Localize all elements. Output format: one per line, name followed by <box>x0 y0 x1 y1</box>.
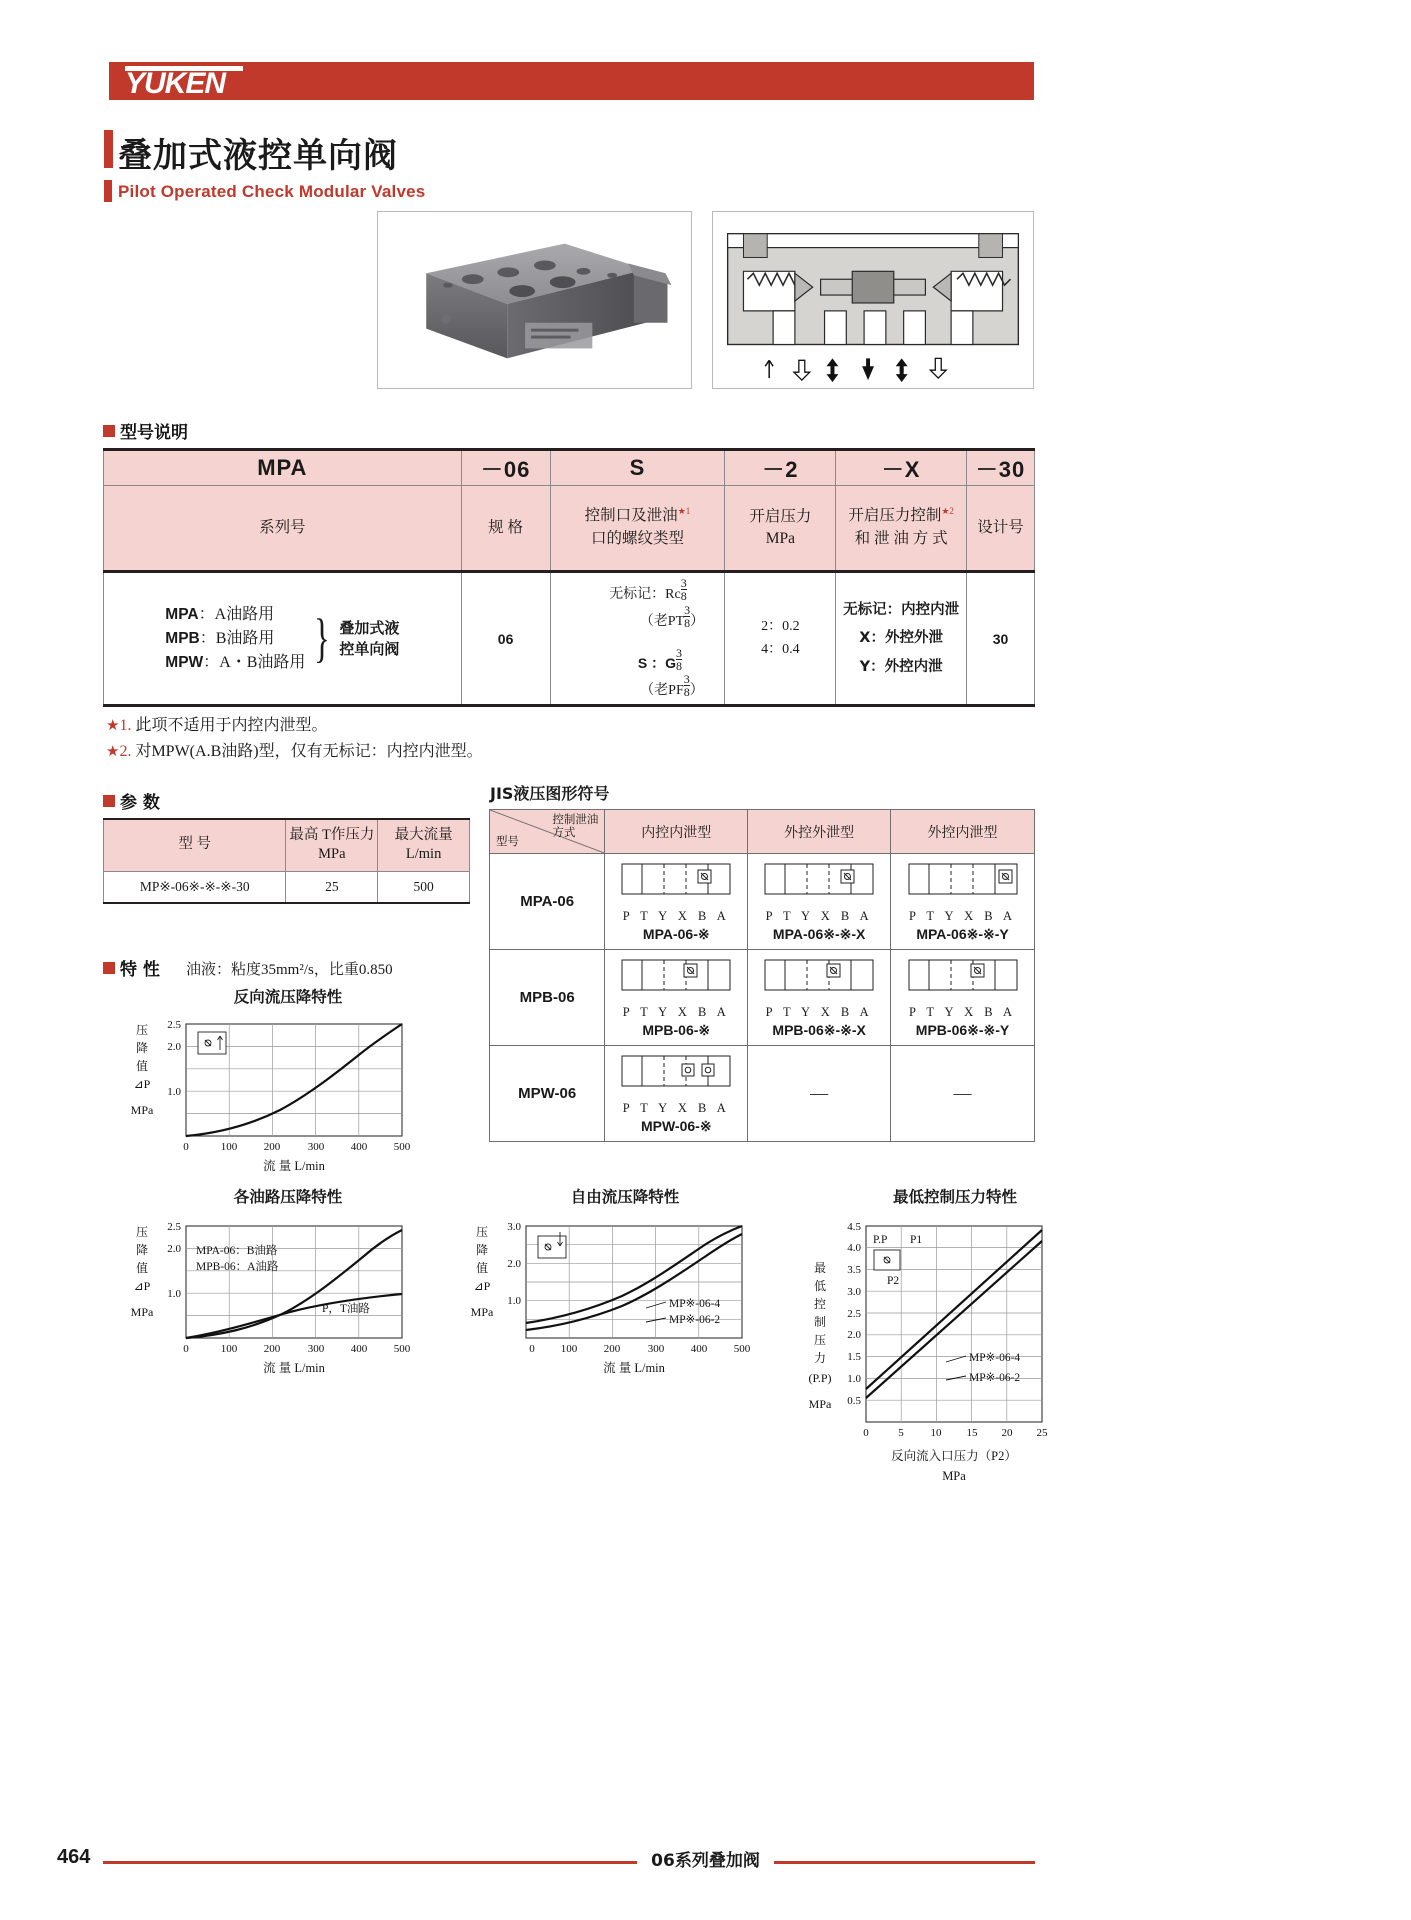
code-cell-size: －06 <box>461 450 550 486</box>
svg-text:2.0: 2.0 <box>167 1243 181 1255</box>
svg-text:4.5: 4.5 <box>847 1221 861 1233</box>
jis-row-mpw <box>490 1046 1035 1142</box>
svg-text:4.0: 4.0 <box>847 1242 861 1254</box>
jis-model-code: MPW-06-※ <box>640 1118 712 1134</box>
svg-text:MPa: MPa <box>808 1397 832 1411</box>
chart-title-per-line: 各油路压降特性 <box>233 1188 343 1206</box>
chart-annotation: P.P <box>873 1234 888 1246</box>
svg-text:MPa: MPa <box>130 1103 154 1117</box>
svg-text:1.0: 1.0 <box>507 1295 521 1307</box>
options-cell-control <box>836 572 967 706</box>
svg-text:压: 压 <box>475 1225 489 1239</box>
brand-bar <box>109 62 1034 100</box>
footnote-text: 此项不适用于内控内泄型。 <box>135 717 328 734</box>
svg-text:100: 100 <box>220 1343 238 1355</box>
valve-photo-illustration <box>378 212 691 388</box>
svg-text:1.0: 1.0 <box>167 1288 181 1300</box>
svg-text:力: 力 <box>813 1351 827 1365</box>
section-marker-icon <box>103 425 115 437</box>
footnotes-block <box>106 713 483 765</box>
pressure-option: 2：0.2 <box>761 619 800 635</box>
page-title-cn: 叠加式液控单向阀 <box>118 136 398 176</box>
svg-text:400: 400 <box>350 1141 368 1153</box>
chart-svg <box>110 1212 470 1387</box>
chart-annotation: MPA-06：B油路 <box>196 1245 278 1257</box>
page-number: 464 <box>57 1846 91 1868</box>
jis-row-mpb <box>490 950 1035 1046</box>
jis-symbol-cell <box>748 950 891 1046</box>
svg-text:0.5: 0.5 <box>847 1395 861 1407</box>
control-option: 无标记：内控内泄 <box>843 601 960 618</box>
chart-title-free-flow: 自由流压降特性 <box>570 1188 680 1206</box>
jis-section-heading: JIS液压图形符号 <box>490 784 610 803</box>
port-labels: P T Y X B A <box>908 909 1017 923</box>
svg-text:流 量 L/min: 流 量 L/min <box>603 1361 665 1375</box>
svg-text:(P.P): (P.P) <box>808 1371 832 1385</box>
section-marker-icon <box>103 962 115 974</box>
port-labels: P T Y X B A <box>765 909 873 923</box>
chart-title-reverse-flow: 反向流压降特性 <box>233 988 343 1006</box>
chart-title-min-control: 最低控制压力特性 <box>892 1188 1017 1206</box>
svg-text:2.5: 2.5 <box>167 1019 181 1031</box>
param-header-row <box>104 819 470 871</box>
chart-free-flow-drop <box>450 1212 810 1392</box>
svg-text:⊿P: ⊿P <box>473 1279 491 1293</box>
port-labels: P T Y X B A <box>622 1101 730 1115</box>
param-header-max-flow: 最大流量 L/min <box>378 819 470 871</box>
svg-text:1.5: 1.5 <box>847 1351 861 1363</box>
series-note: 叠加式液 控单向阀 <box>339 619 400 658</box>
svg-text:MPa: MPa <box>130 1305 154 1319</box>
chart-svg <box>450 1212 810 1387</box>
section-marker-icon <box>103 795 115 807</box>
svg-text:100: 100 <box>560 1343 578 1355</box>
chart-annotation: MP※-06-4 <box>669 1298 721 1310</box>
svg-text:降: 降 <box>475 1243 489 1257</box>
param-data-row <box>104 871 470 903</box>
subtitle-accent-bar <box>104 180 112 202</box>
chart-annotation: MPB-06：A油路 <box>196 1261 279 1273</box>
jis-symbol-cell <box>891 854 1035 950</box>
hydraulic-symbol-icon <box>755 956 883 1000</box>
svg-text:3.0: 3.0 <box>507 1221 521 1233</box>
hydraulic-symbol-icon <box>612 1052 740 1096</box>
section-label: 参 数 <box>120 793 160 813</box>
jis-symbol-cell <box>891 950 1035 1046</box>
thread-option-s: S ：G $\frac{3}{8}$ <box>637 645 683 673</box>
cross-section-illustration <box>713 212 1033 388</box>
jis-symbol-cell <box>748 854 891 950</box>
star-icon: ★ <box>106 743 120 760</box>
jis-row-mpa <box>490 854 1035 950</box>
control-option: X：外控外泄 <box>859 630 943 647</box>
svg-text:压: 压 <box>135 1225 149 1239</box>
jis-col-external-int: 外控内泄型 <box>891 810 1035 854</box>
svg-text:25: 25 <box>1036 1427 1048 1439</box>
port-labels: P T Y X B A <box>622 1005 730 1019</box>
characteristics-note: 油液：粘度35mm²/s，比重0.850 <box>186 962 393 978</box>
jis-row-label: MPB-06 <box>490 950 605 1046</box>
corner-label-bottom: 型号 <box>496 836 519 848</box>
jis-symbol-table <box>489 809 1035 1142</box>
desc-cell-series <box>104 486 462 572</box>
svg-text:2.5: 2.5 <box>167 1221 181 1233</box>
options-cell-thread <box>550 572 725 706</box>
svg-text:MPa: MPa <box>942 1469 966 1483</box>
chart-annotation: MP※-06-4 <box>969 1352 1021 1364</box>
code-cell-control: －X <box>836 450 967 486</box>
code-cell-design: －30 <box>967 450 1035 486</box>
port-labels: P T Y X B A <box>908 1005 1017 1019</box>
chart-min-control-pressure <box>770 1212 1140 1507</box>
jis-symbol-cell <box>605 1046 748 1142</box>
valve-cross-section-diagram <box>712 211 1034 389</box>
thread-option-s-old: （老PF $\frac{3}{8}$ ） <box>640 672 704 700</box>
svg-text:500: 500 <box>393 1343 411 1355</box>
series-option-list <box>165 603 305 675</box>
model-options-row <box>104 572 1035 706</box>
section-label: 特 性 <box>120 960 160 980</box>
corner-label-top: 控制泄油 方式 <box>552 814 599 840</box>
series-option: MPA：A油路用 <box>165 605 275 623</box>
svg-text:200: 200 <box>263 1343 281 1355</box>
jis-model-code: MPB-06※-※-X <box>772 1022 866 1038</box>
svg-text:2.5: 2.5 <box>847 1308 861 1320</box>
options-cell-pressure <box>725 572 836 706</box>
options-cell-series <box>104 572 462 706</box>
svg-text:20: 20 <box>1001 1427 1013 1439</box>
code-cell-series: MPA <box>104 450 462 486</box>
svg-text:200: 200 <box>263 1141 281 1153</box>
svg-text:0: 0 <box>183 1343 189 1355</box>
control-option: Y：外控内泄 <box>859 658 943 675</box>
chart-annotation: P，T油路 <box>322 1303 370 1315</box>
svg-text:MPa: MPa <box>470 1305 494 1319</box>
jis-row-label: MPA-06 <box>490 854 605 950</box>
desc-text: 系列号 <box>259 518 306 536</box>
param-value-max-flow: 500 <box>378 871 470 903</box>
jis-col-internal: 内控内泄型 <box>605 810 748 854</box>
chart-annotation: MP※-06-2 <box>669 1314 721 1326</box>
brace-glyph: } <box>314 607 331 668</box>
jis-model-code: MPA-06-※ <box>642 926 710 942</box>
jis-model-code: MPA-06※-※-X <box>772 926 866 942</box>
desc-cell-control: 开启压力控制$^{★2}$ 和 泄 油 方 式 <box>836 486 967 572</box>
parameters-table <box>103 818 470 904</box>
svg-text:200: 200 <box>603 1343 621 1355</box>
hydraulic-symbol-icon <box>612 860 740 904</box>
svg-text:300: 300 <box>307 1141 325 1153</box>
jis-row-label: MPW-06 <box>490 1046 605 1142</box>
options-cell-size: 06 <box>461 572 550 706</box>
jis-model-code: MPB-06※-※-Y <box>915 1022 1010 1038</box>
svg-text:2.0: 2.0 <box>507 1258 521 1270</box>
footnote-text: 对MPW(A.B油路)型，仅有无标记：内控内泄型。 <box>135 742 483 760</box>
model-desc-row <box>104 486 1035 572</box>
svg-text:0: 0 <box>183 1141 189 1153</box>
title-accent-bar <box>104 130 113 168</box>
svg-text:10: 10 <box>930 1427 942 1439</box>
chart-svg <box>110 1010 460 1180</box>
param-value-model: MP※-06※-※-※-30 <box>104 871 286 903</box>
svg-text:400: 400 <box>350 1343 368 1355</box>
chart-reverse-flow <box>110 1010 460 1185</box>
footer-series-label <box>0 1846 1411 1871</box>
svg-text:3.0: 3.0 <box>847 1286 861 1298</box>
svg-text:低: 低 <box>813 1279 827 1293</box>
jis-corner-cell <box>490 810 605 854</box>
hydraulic-symbol-icon <box>755 860 883 904</box>
thread-option-unmarked: 无标记：Rc $\frac{3}{8}$ <box>609 575 687 603</box>
section-heading-params <box>103 788 160 813</box>
svg-text:⊿P: ⊿P <box>133 1279 151 1293</box>
jis-empty-cell: — <box>891 1046 1035 1142</box>
svg-text:400: 400 <box>690 1343 708 1355</box>
param-header-model: 型 号 <box>104 819 286 871</box>
svg-text:100: 100 <box>220 1141 238 1153</box>
port-labels: P T Y X B A <box>622 909 730 923</box>
jis-model-code: MPA-06※-※-Y <box>916 926 1009 942</box>
desc-cell-design <box>967 486 1035 572</box>
svg-text:1.0: 1.0 <box>167 1086 181 1098</box>
svg-text:300: 300 <box>647 1343 665 1355</box>
footnote-item: ★1. 此项不适用于内控内泄型。 <box>106 717 328 734</box>
svg-text:15: 15 <box>966 1427 978 1439</box>
desc-text: 规 格 <box>488 518 524 536</box>
options-cell-design: 30 <box>967 572 1035 706</box>
svg-text:500: 500 <box>393 1141 411 1153</box>
desc-cell-thread: 控制口及泄油$^{★1}$ 口的螺纹类型 <box>550 486 725 572</box>
section-heading-characteristics <box>103 955 160 980</box>
svg-text:降: 降 <box>135 1243 149 1257</box>
code-cell-thread: S <box>550 450 725 486</box>
series-option: MPW：A・B油路用 <box>165 653 306 671</box>
jis-header-row <box>490 810 1035 854</box>
yuken-logo <box>125 66 243 101</box>
svg-text:值: 值 <box>135 1059 149 1073</box>
svg-text:0: 0 <box>529 1343 535 1355</box>
svg-text:5: 5 <box>898 1427 904 1439</box>
product-photo <box>377 211 692 389</box>
svg-text:3.5: 3.5 <box>847 1264 861 1276</box>
svg-text:反向流入口压力（P2）: 反向流入口压力（P2） <box>891 1449 1017 1463</box>
section-heading-model-code <box>103 418 188 443</box>
section-label: 型号说明 <box>120 423 188 443</box>
brand-text: YUKEN <box>125 67 226 100</box>
footnote-item: ★2. 对MPW(A.B油路)型，仅有无标记：内控内泄型。 <box>106 742 483 760</box>
page-title-en: Pilot Operated Check Modular Valves <box>118 182 426 201</box>
code-cell-pressure: －2 <box>725 450 836 486</box>
jis-empty-cell: — <box>748 1046 891 1142</box>
svg-text:500: 500 <box>733 1343 751 1355</box>
svg-text:2.0: 2.0 <box>167 1041 181 1053</box>
pressure-option: 4：0.4 <box>761 641 800 657</box>
jis-col-external-ext: 外控外泄型 <box>748 810 891 854</box>
param-value-max-pressure: 25 <box>286 871 378 903</box>
jis-model-code: MPB-06-※ <box>642 1022 711 1038</box>
chart-annotation: P1 <box>910 1234 923 1246</box>
svg-text:值: 值 <box>135 1261 149 1275</box>
desc-text: 设计号 <box>977 518 1024 536</box>
svg-text:制: 制 <box>813 1315 827 1329</box>
hydraulic-symbol-icon <box>899 956 1027 1000</box>
jis-symbol-cell <box>605 950 748 1046</box>
desc-cell-size <box>461 486 550 572</box>
svg-text:控: 控 <box>813 1297 827 1311</box>
chart-annotation: MP※-06-2 <box>969 1372 1021 1384</box>
svg-text:最: 最 <box>813 1261 827 1275</box>
jis-symbol-cell <box>605 854 748 950</box>
svg-text:流 量 L/min: 流 量 L/min <box>263 1159 325 1173</box>
model-code-row <box>104 450 1035 486</box>
svg-text:流 量 L/min: 流 量 L/min <box>263 1361 325 1375</box>
svg-text:压: 压 <box>135 1023 149 1037</box>
svg-text:降: 降 <box>135 1041 149 1055</box>
param-header-max-pressure: 最高 T作压力 MPa <box>286 819 378 871</box>
svg-text:1.0: 1.0 <box>847 1373 861 1385</box>
thread-option-unmarked-old: （老PT $\frac{3}{8}$ ） <box>639 602 705 630</box>
svg-text:⊿P: ⊿P <box>133 1077 151 1091</box>
star-icon: ★ <box>106 718 120 734</box>
desc-cell-pressure: 开启压力 MPa <box>725 486 836 572</box>
model-code-table <box>103 448 1035 707</box>
svg-text:压: 压 <box>813 1333 827 1347</box>
svg-text:300: 300 <box>307 1343 325 1355</box>
series-option: MPB：B油路用 <box>165 629 275 647</box>
port-labels: P T Y X B A <box>765 1005 873 1019</box>
chart-svg <box>770 1212 1140 1502</box>
svg-text:0: 0 <box>863 1427 869 1439</box>
chart-annotation: P2 <box>887 1275 900 1287</box>
hydraulic-symbol-icon <box>899 860 1027 904</box>
chart-per-line-drop <box>110 1212 470 1392</box>
footnote-ref-2: ★2 <box>941 506 954 517</box>
svg-text:2.0: 2.0 <box>847 1329 861 1341</box>
hydraulic-symbol-icon <box>612 956 740 1000</box>
footer-series-text: 06系列叠加阀 <box>637 1851 774 1871</box>
footnote-ref-1: ★1 <box>677 506 691 517</box>
svg-text:值: 值 <box>475 1261 489 1275</box>
